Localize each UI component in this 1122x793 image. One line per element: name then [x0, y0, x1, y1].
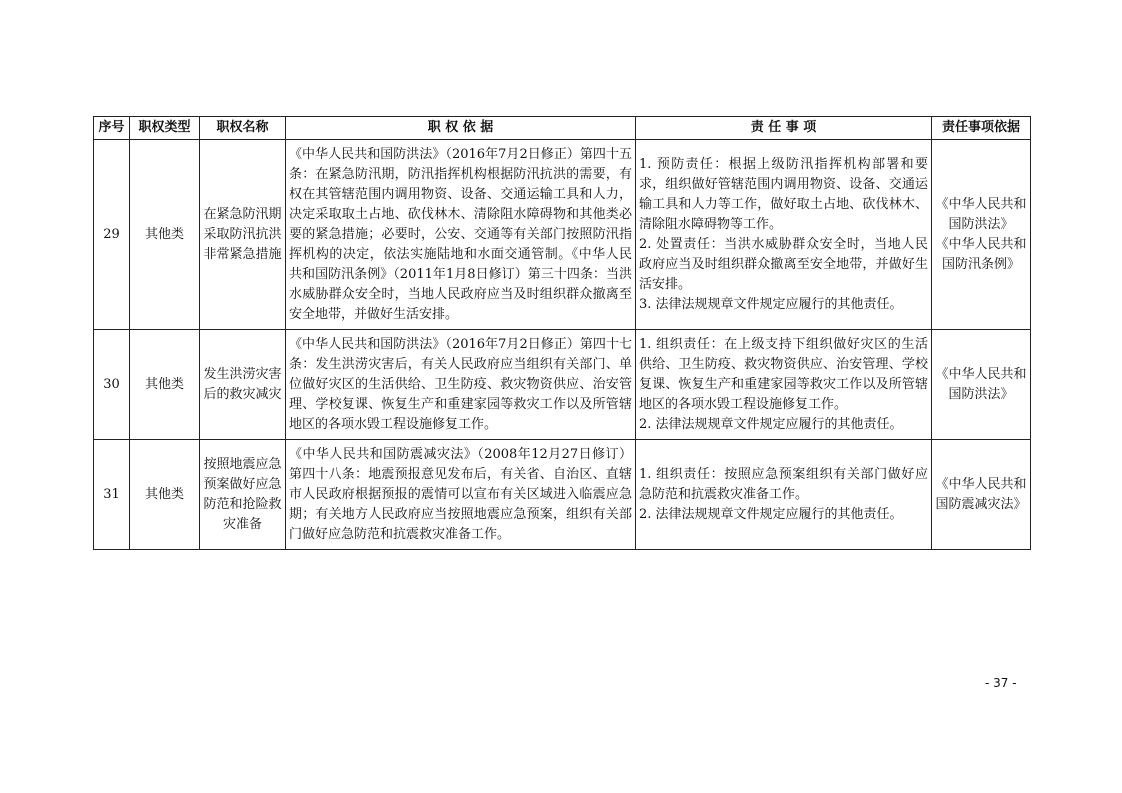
cell-seq: 30: [94, 330, 130, 440]
duty-item: 1. 组织责任：在上级支持下组织做好灾区的生活供给、卫生防疫、救灾物资供应、治安管理、学校复课、恢复生产和重建家园等救灾工作以及所管辖地区的各项水毁工程设施修复工作。: [639, 336, 928, 412]
duty-item: 1. 组织责任：按照应急预案组织有关部门做好应急防范和抗震救灾准备工作。: [639, 466, 928, 502]
duty-item: 2. 法律法规规章文件规定应履行的其他责任。: [639, 506, 903, 522]
cell-basis: 《中华人民共和国防震减灾法》（2008年12月27日修订）第四十八条：地震预报意见发布后，有关省、自治区、直辖市人民政府根据预报的震情可以宣布有关区域进入临震应急期；有关地方人民政府应当按照地震应急预案，组织有关部门做好应急防范和抗震救灾准备工作。: [286, 440, 636, 550]
cell-name: 按照地震应急预案做好应急防范和抢险救灾准备: [200, 440, 286, 550]
cell-basis: 《中华人民共和国防洪法》（2016年7月2日修正）第四十五条：在紧急防汛期，防汛指挥机构根据防汛抗洪的需要，有权在其管辖范围内调用物资、设备、交通运输工具和人力，决定采取取土占地、砍伐林木、清除阻水障碍物和其他类必要的紧急措施；必要时，公安、交通等有关部门按照防汛指挥机构的决定，依法实施陆地和水面交通管制。《中华人民共和国防汛条例》（2011年1月8日修订）第三十四条：当洪水威胁群众安全时，当地人民政府应当及时组织群众撤离至安全地带，并做好生活安排。: [286, 140, 636, 330]
duty-basis-item: 《中华人民共和国防洪法》: [935, 196, 1027, 232]
cell-duties: [636, 330, 932, 440]
cell-type: 其他类: [130, 330, 200, 440]
cell-duties: [636, 140, 932, 330]
cell-duty-basis: [932, 330, 1031, 440]
cell-duty-basis: [932, 140, 1031, 330]
header-basis: 职 权 依 据: [286, 117, 636, 140]
cell-type: 其他类: [130, 440, 200, 550]
header-duty-basis: 责任事项依据: [932, 117, 1031, 140]
table-row: [94, 330, 1031, 440]
header-seq: 序号: [94, 117, 130, 140]
header-row: [94, 117, 1031, 140]
duty-item: 2. 处置责任：当洪水威胁群众安全时，当地人民政府应当及时组织群众撤离至安全地带，并做好生活安排。: [639, 236, 928, 292]
duty-basis-item: 《中华人民共和国防震减灾法》: [935, 476, 1027, 512]
duty-basis-item: 《中华人民共和国防洪法》: [935, 366, 1027, 402]
header-type: 职权类型: [130, 117, 200, 140]
duty-basis-item: 《中华人民共和国防汛条例》: [935, 236, 1027, 272]
page-number: - 37 -: [985, 676, 1017, 690]
cell-basis: 《中华人民共和国防洪法》（2016年7月2日修正）第四十七条：发生洪涝灾害后，有关人民政府应当组织有关部门、单位做好灾区的生活供给、卫生防疫、救灾物资供应、治安管理、学校复课、恢复生产和重建家园等救灾工作以及所管辖地区的各项水毁工程设施修复工作。: [286, 330, 636, 440]
table-row: [94, 140, 1031, 330]
responsibility-table: [93, 116, 1031, 550]
cell-duty-basis: [932, 440, 1031, 550]
duty-item: 3. 法律法规规章文件规定应履行的其他责任。: [639, 296, 903, 312]
table-row: [94, 440, 1031, 550]
cell-duties: [636, 440, 932, 550]
duty-item: 1. 预防责任：根据上级防汛指挥机构部署和要求，组织做好管辖范围内调用物资、设备、交通运输工具和人力等工作，做好取土占地、砍伐林木、清除阻水障碍物等工作。: [639, 156, 928, 232]
duty-item: 2. 法律法规规章文件规定应履行的其他责任。: [639, 416, 903, 432]
header-name: 职权名称: [200, 117, 286, 140]
cell-name: 在紧急防汛期采取防汛抗洪非常紧急措施: [200, 140, 286, 330]
cell-seq: 29: [94, 140, 130, 330]
cell-type: 其他类: [130, 140, 200, 330]
cell-name: 发生洪涝灾害后的救灾减灾: [200, 330, 286, 440]
cell-seq: 31: [94, 440, 130, 550]
header-duty: 责 任 事 项: [636, 117, 932, 140]
